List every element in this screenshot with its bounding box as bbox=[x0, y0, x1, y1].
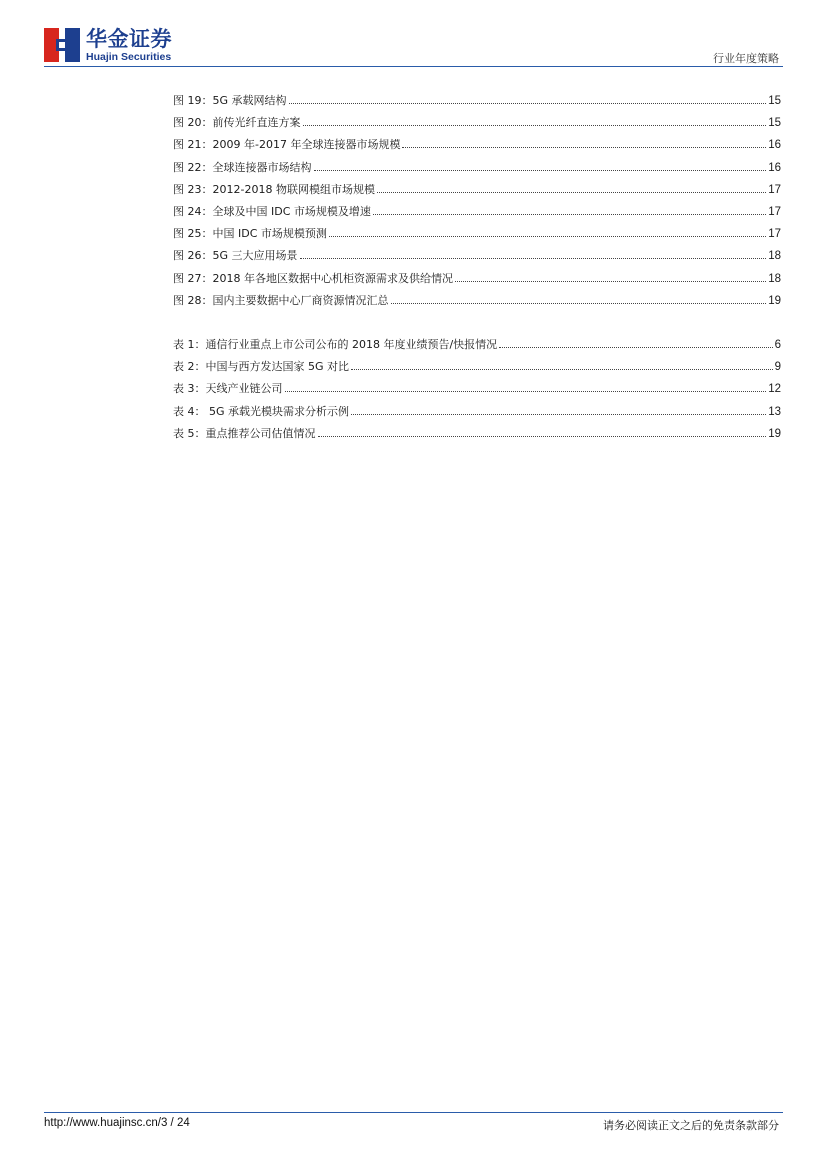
toc-entry[interactable] bbox=[173, 425, 781, 441]
toc-entry[interactable] bbox=[173, 159, 781, 175]
toc-entry-page: 6 bbox=[774, 339, 781, 351]
toc-entry[interactable] bbox=[173, 136, 781, 152]
footer-url-page: http://www.huajinsc.cn/3 / 24 bbox=[44, 1117, 190, 1129]
toc-entry[interactable] bbox=[173, 336, 781, 352]
toc-entry[interactable] bbox=[173, 358, 781, 374]
toc-leader-dots bbox=[351, 358, 773, 370]
toc-entry-label: 图 27：2018 年各地区数据中心机柜资源需求及供给情况 bbox=[173, 271, 453, 285]
toc-entry-label: 图 24：全球及中国 IDC 市场规模及增速 bbox=[173, 205, 371, 218]
footer-divider bbox=[44, 1112, 783, 1113]
toc-leader-dots bbox=[300, 247, 767, 259]
toc-entry-label: 表 5：重点推荐公司估值情况 bbox=[173, 426, 316, 440]
toc-entry[interactable] bbox=[173, 225, 781, 241]
header-divider bbox=[44, 66, 783, 67]
toc-leader-dots bbox=[314, 159, 767, 171]
toc-leader-dots bbox=[377, 181, 766, 193]
brand-name-en: Huajin Securities bbox=[86, 51, 172, 63]
toc-entry-label: 图 28：国内主要数据中心厂商资源情况汇总 bbox=[173, 293, 389, 307]
toc-entry-page: 18 bbox=[768, 250, 781, 263]
toc-entry-label: 图 19：5G 承载网结构 bbox=[173, 94, 287, 107]
toc-leader-dots bbox=[391, 292, 767, 304]
document-type: 行业年度策略 bbox=[713, 52, 779, 65]
huajin-logo-icon bbox=[44, 28, 80, 62]
toc-entry[interactable] bbox=[173, 114, 781, 130]
toc-entry[interactable] bbox=[173, 270, 781, 286]
footer-disclaimer: 请务必阅读正文之后的免责条款部分 bbox=[603, 1119, 779, 1132]
toc-entry-label: 表 4： 5G 承载光模块需求分析示例 bbox=[173, 404, 350, 418]
toc-entry-label: 图 22：全球连接器市场结构 bbox=[173, 160, 312, 174]
toc-leader-dots bbox=[289, 92, 767, 104]
toc-leader-dots bbox=[285, 380, 767, 392]
toc-entry-page: 17 bbox=[768, 228, 781, 241]
toc-entry-label: 表 3：天线产业链公司 bbox=[173, 382, 283, 396]
toc-entry[interactable] bbox=[173, 92, 781, 108]
toc-entry-label: 图 21：2009 年-2017 年全球连接器市场规模 bbox=[173, 138, 401, 152]
toc-entry-page: 17 bbox=[768, 183, 781, 196]
toc-entry-label: 图 26：5G 三大应用场景 bbox=[173, 249, 298, 263]
toc-leader-dots bbox=[455, 270, 766, 282]
toc-entry-page: 19 bbox=[768, 294, 781, 307]
toc-leader-dots bbox=[402, 136, 766, 148]
toc-entry[interactable] bbox=[173, 403, 781, 419]
toc-leader-dots bbox=[499, 336, 772, 348]
toc-entry-page: 15 bbox=[768, 95, 781, 107]
toc-leader-dots bbox=[329, 225, 766, 237]
toc-leader-dots bbox=[303, 114, 767, 126]
toc-leader-dots bbox=[318, 425, 767, 437]
toc-entry-page: 12 bbox=[768, 383, 781, 396]
toc-entry-label: 图 20：前传光纤直连方案 bbox=[173, 116, 301, 130]
toc-entry-label: 图 23：2012-2018 物联网模组市场规模 bbox=[173, 182, 375, 196]
toc-leader-dots bbox=[373, 203, 766, 215]
toc-entry[interactable] bbox=[173, 203, 781, 219]
toc-entry-page: 13 bbox=[768, 405, 781, 418]
toc-entry-label: 表 2：中国与西方发达国家 5G 对比 bbox=[173, 360, 350, 374]
toc-entry-page: 16 bbox=[768, 161, 781, 174]
brand-name-cn: 华金证券 bbox=[86, 27, 172, 51]
toc-entry-page: 17 bbox=[768, 206, 781, 218]
toc-entry[interactable] bbox=[173, 181, 781, 197]
toc-entry[interactable] bbox=[173, 292, 781, 308]
toc-entry-page: 15 bbox=[768, 117, 781, 130]
toc-entry-page: 19 bbox=[768, 427, 781, 440]
toc-entry-page: 18 bbox=[768, 272, 781, 285]
toc-entry-page: 16 bbox=[768, 139, 781, 152]
page-header bbox=[0, 0, 827, 70]
toc-entry-page: 9 bbox=[774, 361, 781, 374]
toc-entry[interactable] bbox=[173, 247, 781, 263]
toc-entry-label: 图 25：中国 IDC 市场规模预测 bbox=[173, 227, 327, 241]
toc-entry-label: 表 1：通信行业重点上市公司公布的 2018 年度业绩预告/快报情况 bbox=[173, 338, 498, 351]
toc-entry[interactable] bbox=[173, 380, 781, 396]
toc-leader-dots bbox=[351, 403, 766, 415]
